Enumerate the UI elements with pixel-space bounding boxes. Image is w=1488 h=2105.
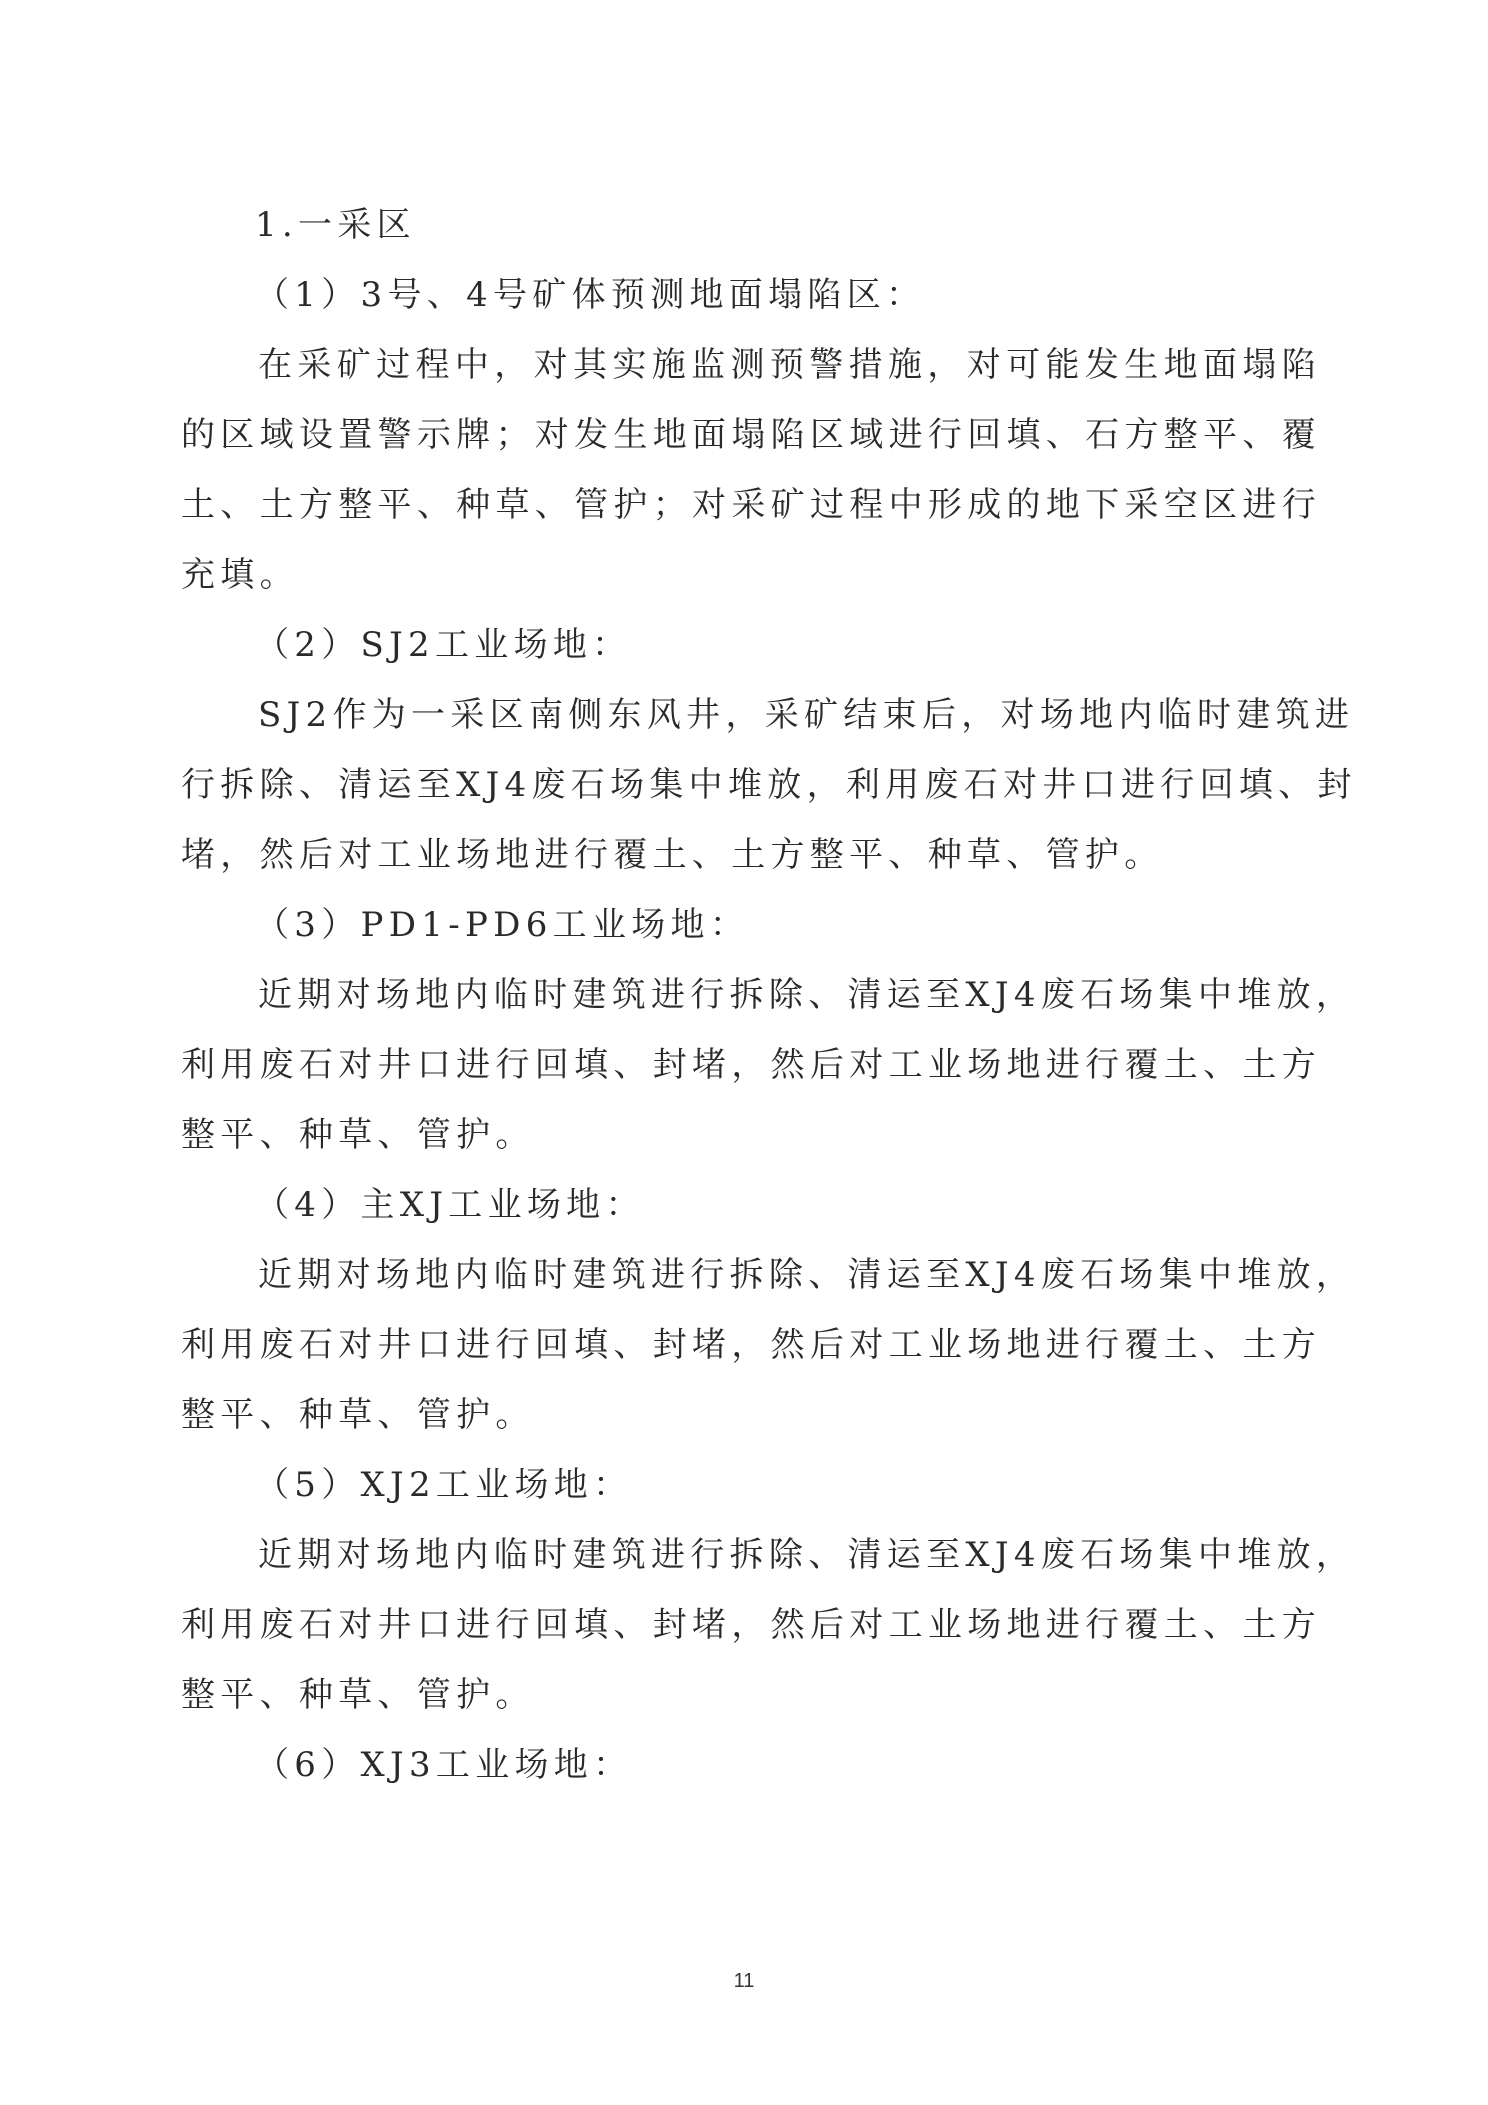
subsection-heading: （6）XJ3工业场地： — [255, 1745, 633, 1785]
paragraph-line: 近期对场地内临时建筑进行拆除、清运至XJ4废石场集中堆放， — [258, 1255, 1356, 1295]
paragraph-line: 利用废石对井口进行回填、封堵，然后对工业场地进行覆土、土方 — [181, 1045, 1321, 1085]
paragraph-line: 整平、种草、管护。 — [181, 1115, 535, 1155]
subsection-heading: （5）XJ2工业场地： — [255, 1465, 633, 1505]
subsection-heading: （3）PD1-PD6工业场地： — [255, 905, 750, 945]
subsection-heading: （4）主XJ工业场地： — [255, 1185, 645, 1225]
paragraph-line: 堵，然后对工业场地进行覆土、土方整平、种草、管护。 — [181, 835, 1164, 875]
paragraph-line: 整平、种草、管护。 — [181, 1395, 535, 1435]
paragraph-line: SJ2作为一采区南侧东风井，采矿结束后，对场地内临时建筑进 — [258, 695, 1355, 735]
paragraph-line: 的区域设置警示牌；对发生地面塌陷区域进行回填、石方整平、覆 — [181, 415, 1321, 455]
page-number: 11 — [733, 1970, 755, 1992]
paragraph-line: 行拆除、清运至XJ4废石场集中堆放，利用废石对井口进行回填、封 — [181, 765, 1357, 805]
paragraph-line: 利用废石对井口进行回填、封堵，然后对工业场地进行覆土、土方 — [181, 1605, 1321, 1645]
section-heading: 1.一采区 — [255, 205, 416, 245]
paragraph-line: 充填。 — [181, 555, 299, 595]
paragraph-line: 近期对场地内临时建筑进行拆除、清运至XJ4废石场集中堆放， — [258, 1535, 1356, 1575]
paragraph-line: 利用废石对井口进行回填、封堵，然后对工业场地进行覆土、土方 — [181, 1325, 1321, 1365]
paragraph-line: 在采矿过程中，对其实施监测预警措施，对可能发生地面塌陷 — [258, 345, 1321, 385]
paragraph-line: 整平、种草、管护。 — [181, 1675, 535, 1715]
paragraph-line: 近期对场地内临时建筑进行拆除、清运至XJ4废石场集中堆放， — [258, 975, 1356, 1015]
subsection-heading: （1）3号、4号矿体预测地面塌陷区： — [255, 275, 926, 315]
paragraph-line: 土、土方整平、种草、管护；对采矿过程中形成的地下采空区进行 — [181, 485, 1321, 525]
subsection-heading: （2）SJ2工业场地： — [255, 625, 632, 665]
body-text — [181, 190, 1357, 1800]
